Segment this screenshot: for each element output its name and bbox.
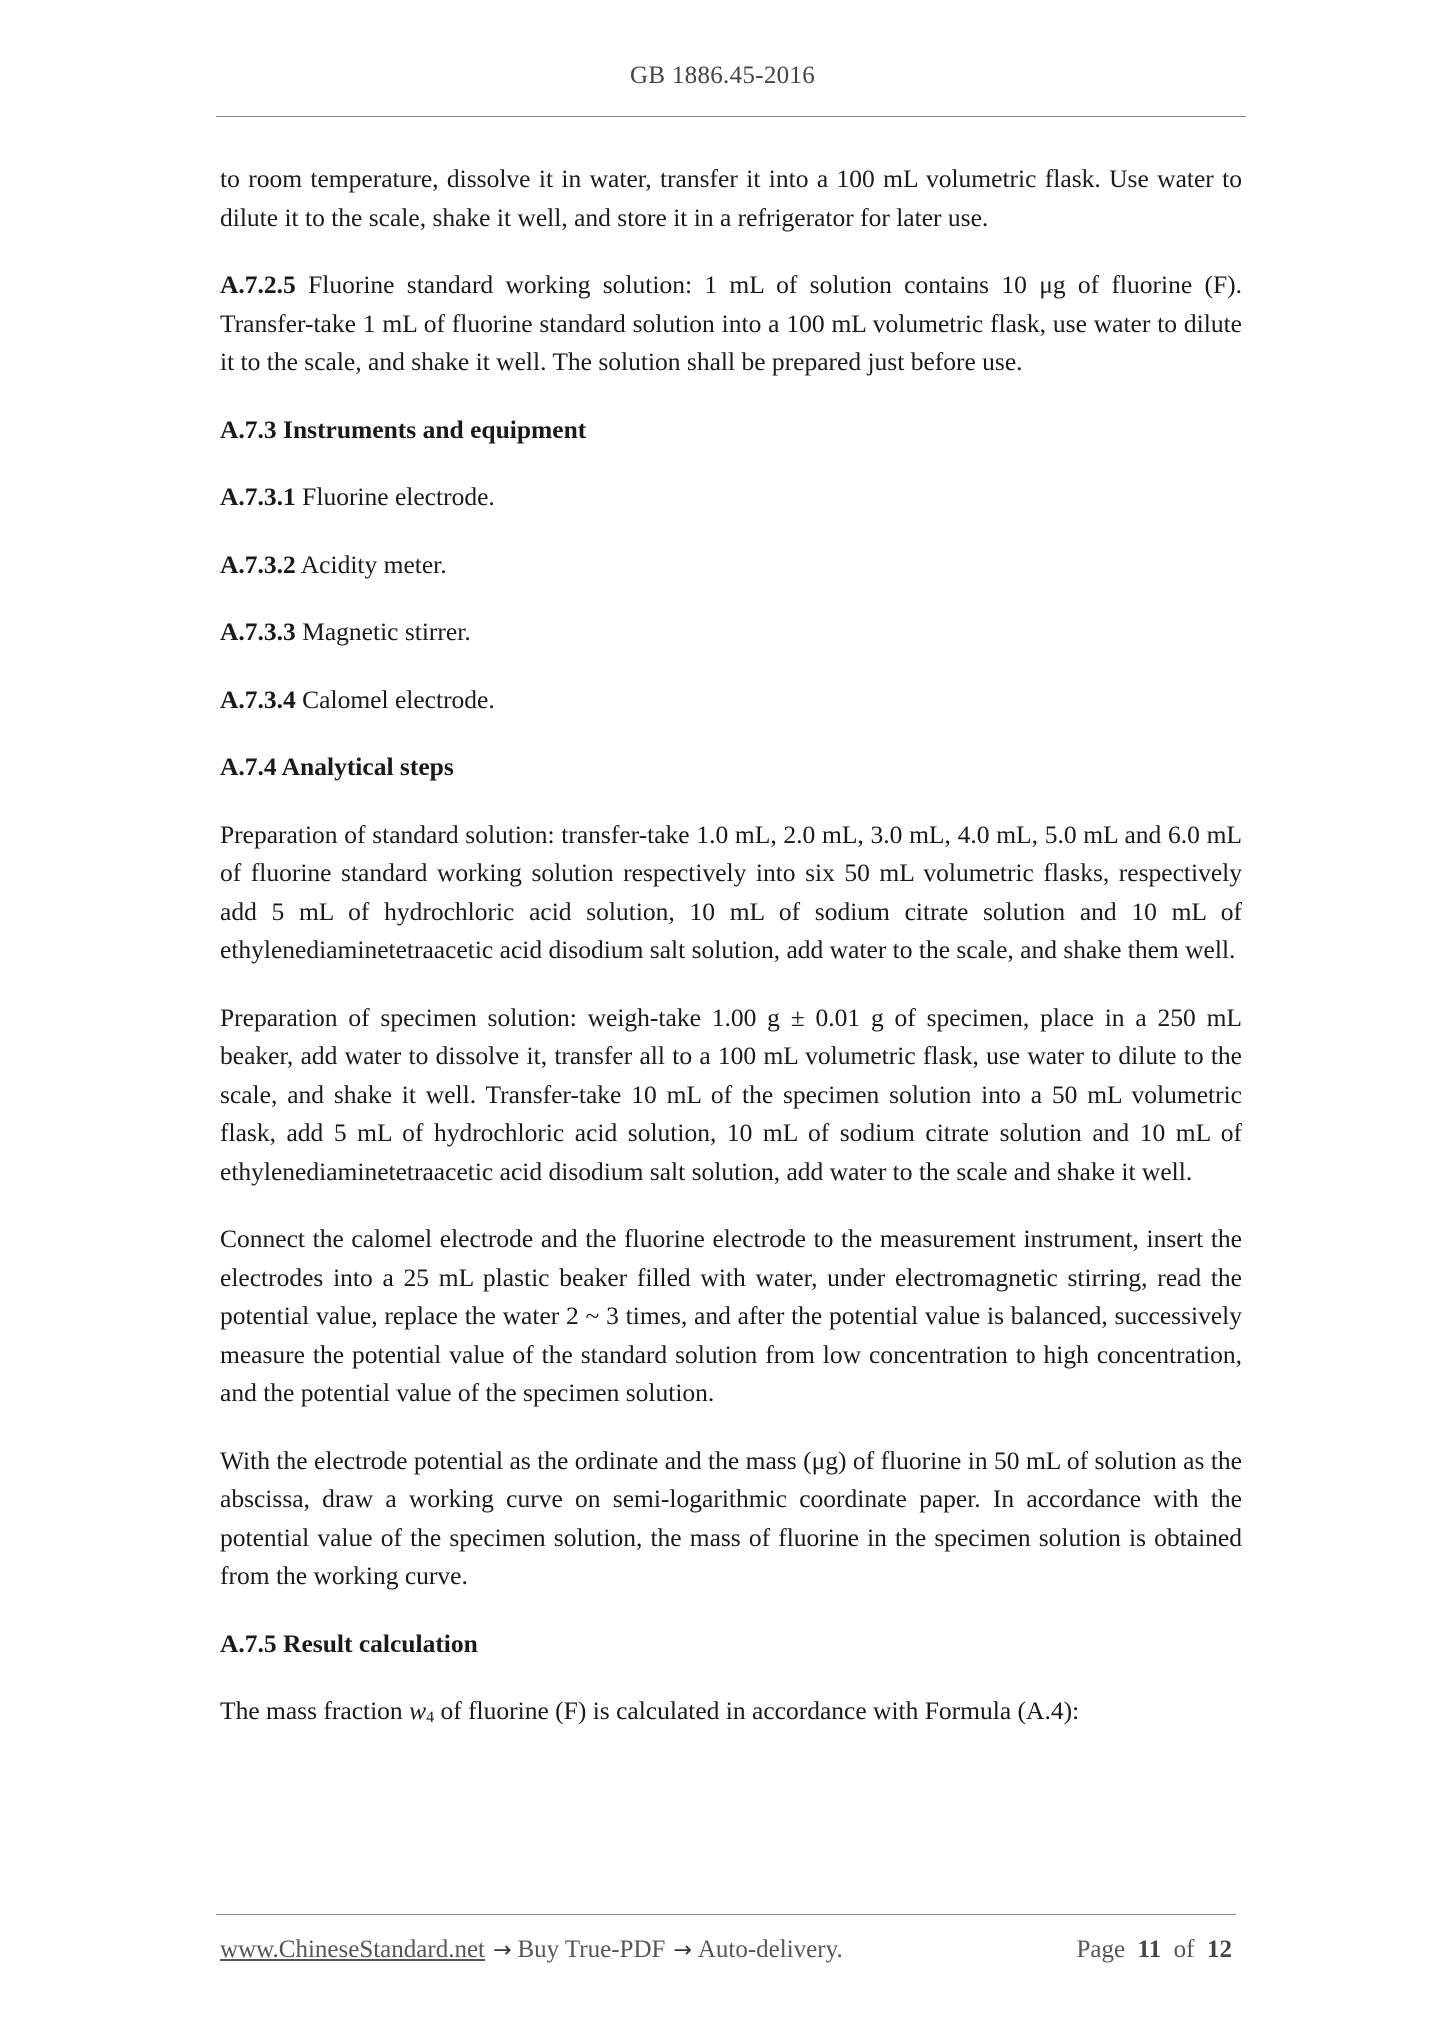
paragraph-formula-intro [220,1692,1242,1738]
clause-a-7-3-1 [220,478,1242,517]
clause-number: A.7.2.5 [220,270,296,299]
paragraph-text: to room temperature, dissolve it in water, transfer it into a 100 mL volumetric flask. Use water to dilute it to the scale, shake it well, and store it in a refrigerator for later use. [220,164,1242,232]
section-heading-analytical-steps [220,748,1242,787]
heading-text: A.7.3 Instruments and equipment [220,414,587,444]
variable-subscript: 4 [426,1709,435,1726]
clause-text: Magnetic stirrer. [295,617,471,646]
page-label: Page [1076,1936,1126,1963]
clause-a-7-2-5 [220,266,1242,382]
clause-a-7-3-4 [220,681,1242,720]
paragraph-text: Connect the calomel electrode and the fluorine electrode to the measurement instrument, insert the electrodes into a 25 mL plastic beaker filled with water, under electromagnetic stirring, read the potential value, replace the water 2 ~ 3 times, and after the potential value is balanced, successively measure the potential value of the standard solution from low concentration to high concentration, and the potential value of the specimen solution. [220,1224,1242,1407]
paragraph-text: Preparation of standard solution: transfer-take 1.0 mL, 2.0 mL, 3.0 mL, 4.0 mL, 5.0 mL and 6.0 mL of fluorine standard working solution respectively into six 50 mL volumetric flasks, respectively add 5 mL of hydrochloric acid solution, 10 mL of sodium citrate solution and 10 mL of ethylenediaminetetraacetic acid disodium salt solution, add water to the scale, and shake them well. [220,819,1242,964]
clause-number: A.7.3.1 [220,482,296,511]
delivery-text: Auto-delivery. [697,1936,843,1963]
total-pages-number: 12 [1207,1936,1232,1963]
clause-number: A.7.3.3 [220,617,296,646]
clause-a-7-3-2 [220,546,1242,585]
page-counter [1076,1936,1232,1964]
buy-text: Buy True-PDF [517,1936,666,1963]
clause-text: Acidity meter. [295,549,447,579]
paragraph-standard-solution [220,816,1242,970]
of-label: of [1173,1936,1195,1963]
heading-text: A.7.5 Result calculation [220,1628,478,1658]
variable-w: w [409,1696,427,1725]
paragraph-text-pre: The mass fraction [220,1696,410,1725]
clause-text: Fluorine standard working solution: 1 mL of solution contains 10 μg of fluorine (F). Transfer-take 1 mL of fluorine standard solution into a 100 mL volumetric flask, use water to dilute it to the scale, and shake it well. The solution shall be prepared just before use. [220,270,1242,376]
heading-text: A.7.4 Analytical steps [220,752,454,781]
section-heading-result-calculation [220,1625,1242,1664]
paragraph-working-curve [220,1442,1242,1596]
arrow-right-icon: → [493,1938,512,1963]
paragraph-text-post: of fluorine (F) is calculated in accordance with Formula (A.4): [434,1696,1080,1725]
paragraph-measurement [220,1220,1242,1413]
paragraph-text: Preparation of specimen solution: weigh-take 1.00 g ± 0.01 g of specimen, place in a 250 mL beaker, add water to dissolve it, transfer all to a 100 mL volumetric flask, use water to dilute to the scale, and shake it well. Transfer-take 10 mL of the specimen solution into a 50 mL volumetric flask, add 5 mL of hydrochloric acid solution, 10 mL of sodium citrate solution and 10 mL of ethylenediaminetetraacetic acid disodium salt solution, add water to the scale and shake it well. [220,1002,1242,1186]
clause-a-7-3-3 [220,613,1242,652]
page-header-title: GB 1886.45-2016 [629,62,816,89]
arrow-right-icon: → [673,1938,692,1963]
clause-text: Fluorine electrode. [295,482,495,511]
current-page-number: 11 [1137,1936,1162,1963]
header-divider [216,116,1246,117]
paragraph-specimen-solution [220,999,1242,1192]
clause-number: A.7.3.4 [220,684,296,714]
footer-promo [220,1936,843,1964]
paragraph-continuation [220,160,1242,237]
paragraph-text: With the electrode potential as the ordinate and the mass (μg) of fluorine in 50 mL of solution as the abscissa, draw a working curve on semi-logarithmic coordinate paper. In accordance with the potential value of the specimen solution, the mass of fluorine in the specimen solution is obtained from the working curve. [220,1445,1242,1590]
footer-divider [216,1914,1236,1915]
website-link[interactable]: www.ChineseStandard.net [220,1936,485,1963]
document-body [220,160,1242,1767]
clause-text: Calomel electrode. [295,684,495,714]
section-heading-instruments [220,411,1242,450]
clause-number: A.7.3.2 [220,549,296,579]
